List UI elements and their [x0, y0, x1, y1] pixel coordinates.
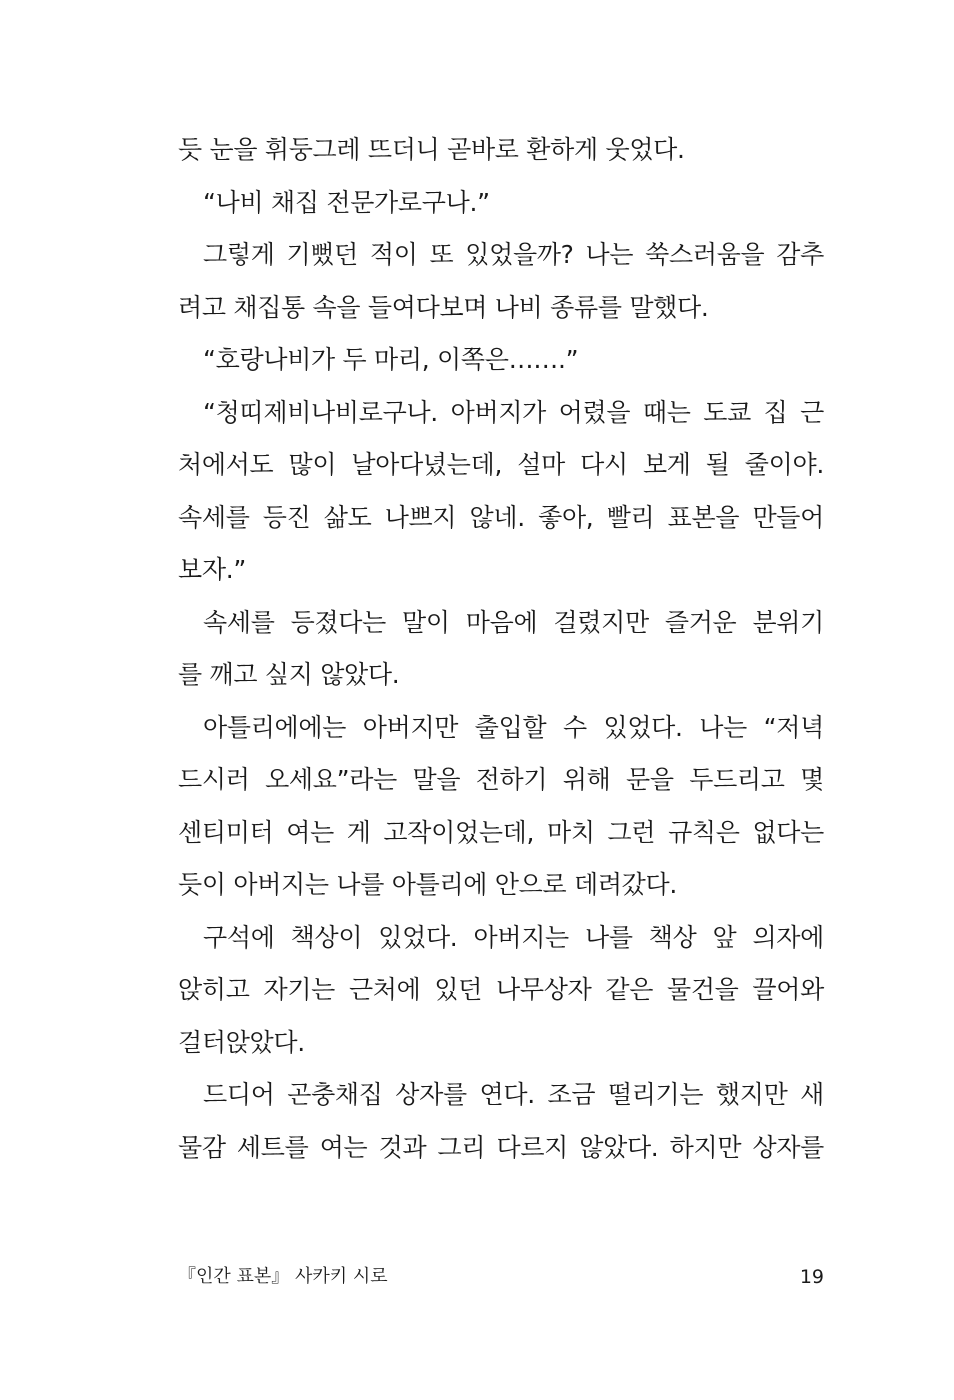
text-line: 아틀리에에는 아버지만 출입할 수 있었다. 나는 “저녁: [203, 712, 824, 742]
text-line: “청띠제비나비로구나. 아버지가 어렸을 때는 도쿄 집 근: [203, 397, 824, 427]
text-line: 걸터앉았다.: [178, 1027, 305, 1057]
text-line: 처에서도 많이 날아다녔는데, 설마 다시 보게 될 줄이야.: [178, 450, 824, 479]
footer-book-title: 『인간 표본』 사카키 시로: [178, 1266, 388, 1287]
text-line: 드디어 곤충채집 상자를 연다. 조금 떨리기는 했지만 새: [203, 1080, 824, 1109]
text-line: 보자.”: [178, 555, 246, 584]
text-line: 듯 눈을 휘둥그레 뜨더니 곧바로 환하게 웃었다.: [178, 135, 685, 164]
text-line: 그렇게 기뻤던 적이 또 있었을까? 나는 쑥스러움을 감추: [203, 240, 824, 269]
text-line: 듯이 아버지는 나를 아틀리에 안으로 데려갔다.: [178, 870, 678, 899]
text-line: “나비 채집 전문가로구나.”: [203, 187, 490, 217]
text-line: 앉히고 자기는 근처에 있던 나무상자 같은 물건을 끌어와: [178, 975, 824, 1004]
text-line: 드시러 오세요”라는 말을 전하기 위해 문을 두드리고 몇: [178, 765, 824, 794]
text-line: 물감 세트를 여는 것과 그리 다르지 않았다. 하지만 상자를: [178, 1132, 824, 1162]
text-line: 를 깨고 싶지 않았다.: [178, 660, 400, 689]
text-line: 려고 채집통 속을 들여다보며 나비 종류를 말했다.: [178, 292, 709, 322]
text-line: 구석에 책상이 있었다. 아버지는 나를 책상 앞 의자에: [203, 922, 824, 952]
page-number: 19: [799, 1266, 824, 1288]
text-line: 속세를 등졌다는 말이 마음에 걸렸지만 즐거운 분위기: [203, 607, 824, 637]
page-footer: [178, 1262, 824, 1292]
text-line: “호랑나비가 두 마리, 이쪽은…….”: [203, 345, 579, 374]
text-line: 속세를 등진 삶도 나쁘지 않네. 좋아, 빨리 표본을 만들어: [178, 502, 824, 532]
text-line: 센티미터 여는 게 고작이었는데, 마치 그런 규칙은 없다는: [178, 817, 824, 847]
body-text: [178, 124, 824, 1174]
